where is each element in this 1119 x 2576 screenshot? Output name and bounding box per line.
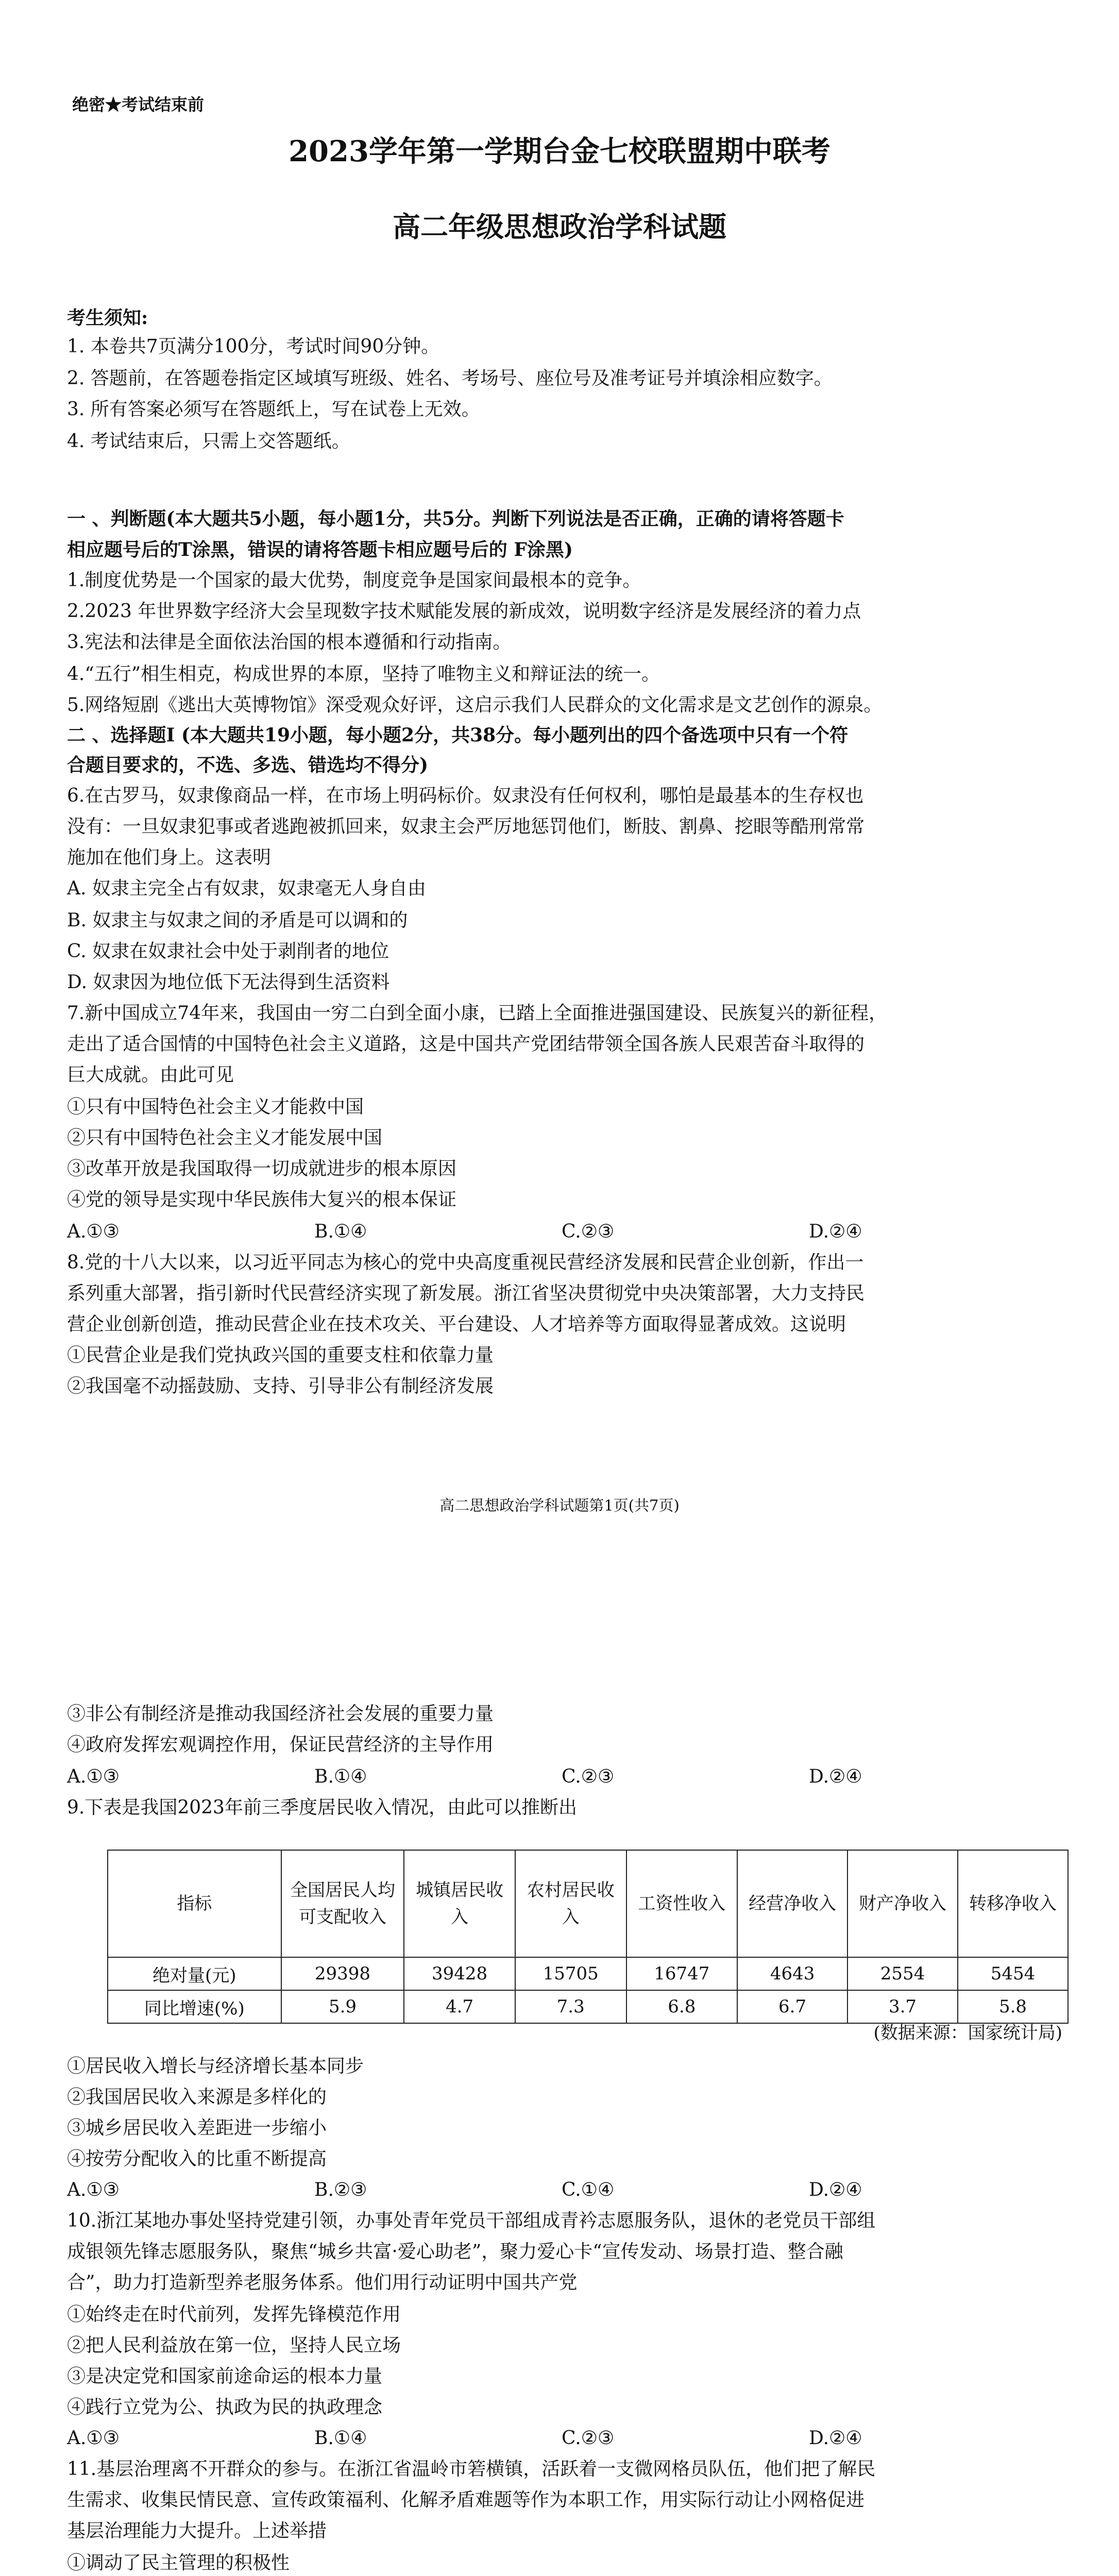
notice-item: 3. 所有答案必须写在答题纸上，写在试卷上无效。 xyxy=(67,399,480,420)
table-cell: 39428 xyxy=(404,1957,515,1990)
table-cell: 绝对量(元) xyxy=(108,1957,281,1990)
section2-heading: 合题目要求的，不选、多选、错选均不得分) xyxy=(67,754,429,776)
table-cell: 6.8 xyxy=(626,1990,738,2023)
table-header-cell: 财产净收入 xyxy=(847,1850,958,1957)
judgment-item: 3.宪法和法律是全面依法治国的根本遵循和行动指南。 xyxy=(67,632,512,653)
q6-stem: 没有：一旦奴隶犯事或者逃跑被抓回来，奴隶主会严厉地惩罚他们，断肢、割鼻、挖眼等酷刑常常 xyxy=(67,816,865,837)
q7-stem: 7.新中国成立74年来，我国由一穷二白到全面小康，已踏上全面推进强国建设、民族复兴的新征程， xyxy=(67,1003,888,1024)
notice-item: 1. 本卷共7页满分100分，考试时间90分钟。 xyxy=(67,336,440,357)
q11-stem: 生需求、收集民情民意、宣传政策福利、化解矛盾难题等作为本职工作，用实际行动让小网格促进 xyxy=(67,2489,865,2511)
q7-choices xyxy=(67,1220,1067,1244)
exam-page-2 xyxy=(0,1582,1119,2576)
choice-c: C.②③ xyxy=(562,1766,615,1787)
exam-title: 2023学年第一学期台金七校联盟期中联考 xyxy=(289,134,830,168)
q8-statement: ③非公有制经济是推动我国经济社会发展的重要力量 xyxy=(67,1703,494,1724)
q6-option: D. 奴隶因为地位低下无法得到生活资料 xyxy=(67,972,390,993)
secret-label: 绝密★考试结束前 xyxy=(72,95,205,114)
choice-a: A.①③ xyxy=(67,1221,120,1242)
section2-heading: 二 、选择题Ⅰ (本大题共19小题，每小题2分，共38分。每小题列出的四个备选项中只有一个符 xyxy=(67,724,849,746)
q7-stem: 巨大成就。由此可见 xyxy=(67,1064,234,1086)
table-cell: 16747 xyxy=(626,1957,738,1990)
q7-statement: ①只有中国特色社会主义才能救中国 xyxy=(67,1096,364,1117)
table-cell: 29398 xyxy=(281,1957,404,1990)
table-cell: 4643 xyxy=(737,1957,847,1990)
q10-stem: 10.浙江某地办事处坚持党建引领，办事处青年党员干部组成青衿志愿服务队，退休的老党员干部组 xyxy=(67,2210,876,2231)
table-cell: 5.9 xyxy=(281,1990,404,2023)
notice-heading: 考生须知: xyxy=(67,307,148,329)
q11-statement: ①调动了民主管理的积极性 xyxy=(67,2552,290,2573)
table-header-cell: 经营净收入 xyxy=(737,1850,847,1957)
table-source: (数据来源：国家统计局) xyxy=(873,2023,1062,2043)
table-cell: 4.7 xyxy=(404,1990,515,2023)
q11-stem: 基层治理能力大提升。上述举措 xyxy=(67,2520,327,2541)
choice-a: A.①③ xyxy=(67,1766,120,1787)
table-cell: 5.8 xyxy=(958,1990,1068,2023)
q10-statement: ③是决定党和国家前途命运的根本力量 xyxy=(67,2366,383,2387)
table-cell: 5454 xyxy=(958,1957,1068,1990)
choice-d: D.②④ xyxy=(809,2428,862,2449)
q10-statement: ②把人民利益放在第一位，坚持人民立场 xyxy=(67,2335,401,2356)
table-header-cell: 全国居民人均可支配收入 xyxy=(281,1850,404,1957)
table-header-cell: 转移净收入 xyxy=(958,1850,1068,1957)
table-cell: 2554 xyxy=(847,1957,958,1990)
table-header-row xyxy=(108,1850,1068,1957)
choice-c: C.②③ xyxy=(562,1221,615,1242)
q7-statement: ③改革开放是我国取得一切成就进步的根本原因 xyxy=(67,1158,457,1179)
table-cell: 3.7 xyxy=(847,1990,958,2023)
table-header-cell: 指标 xyxy=(108,1850,281,1957)
q6-option: A. 奴隶主完全占有奴隶，奴隶毫无人身自由 xyxy=(67,878,426,899)
q9-statement: ③城乡居民收入差距进一步缩小 xyxy=(67,2117,327,2139)
table-row xyxy=(108,1957,1068,1990)
choice-a: A.①③ xyxy=(67,2179,120,2200)
exam-subtitle: 高二年级思想政治学科试题 xyxy=(393,210,726,243)
q8-stem: 8.党的十八大以来，以习近平同志为核心的党中央高度重视民营经济发展和民营企业创新，作出一 xyxy=(67,1252,864,1273)
page-footer: 高二思想政治学科试题第1页(共7页) xyxy=(439,1497,680,1514)
notice-item: 4. 考试结束后，只需上交答题纸。 xyxy=(67,431,350,452)
choice-a: A.①③ xyxy=(67,2428,120,2449)
q10-statement: ①始终走在时代前列，发挥先锋模范作用 xyxy=(67,2304,401,2325)
table-cell: 7.3 xyxy=(515,1990,626,2023)
q10-stem: 合”，助力打造新型养老服务体系。他们用行动证明中国共产党 xyxy=(67,2272,578,2293)
q8-statement: ④政府发挥宏观调控作用，保证民营经济的主导作用 xyxy=(67,1734,494,1755)
q8-statement: ②我国毫不动摇鼓励、支持、引导非公有制经济发展 xyxy=(67,1376,494,1397)
q6-option: B. 奴隶主与奴隶之间的矛盾是可以调和的 xyxy=(67,910,408,931)
section1-heading: 一 、判断题(本大题共5小题，每小题1分，共5分。判断下列说法是否正确，正确的请将答题卡 xyxy=(67,508,844,530)
table-header-cell: 工资性收入 xyxy=(626,1850,738,1957)
choice-c: C.②③ xyxy=(562,2428,615,2449)
q8-choices xyxy=(67,1765,1067,1789)
q6-stem: 施加在他们身上。这表明 xyxy=(67,847,272,868)
income-table xyxy=(107,1850,1069,2024)
judgment-item: 5.网络短剧《逃出大英博物馆》深受观众好评，这启示我们人民群众的文化需求是文艺创作的源泉。 xyxy=(67,694,883,716)
q7-stem: 走出了适合国情的中国特色社会主义道路，这是中国共产党团结带领全国各族人民艰苦奋斗取得的 xyxy=(67,1033,865,1055)
choice-b: B.①④ xyxy=(314,1221,367,1242)
q9-stem: 9.下表是我国2023年前三季度居民收入情况，由此可以推断出 xyxy=(67,1797,577,1818)
choice-d: D.②④ xyxy=(809,2179,862,2200)
judgment-item: 1.制度优势是一个国家的最大优势，制度竞争是国家间最根本的竞争。 xyxy=(67,570,641,591)
choice-c: C.①④ xyxy=(562,2179,615,2200)
q8-stem: 营企业创新创造，推动民营企业在技术攻关、平台建设、人才培养等方面取得显著成效。这说明 xyxy=(67,1314,846,1335)
q8-stem: 系列重大部署，指引新时代民营经济实现了新发展。浙江省坚决贯彻党中央决策部署，大力支持民 xyxy=(67,1283,865,1304)
q11-stem: 11.基层治理离不开群众的参与。在浙江省温岭市箬横镇，活跃着一支微网格员队伍，他们把了解民 xyxy=(67,2459,876,2480)
q6-option: C. 奴隶在奴隶社会中处于剥削者的地位 xyxy=(67,941,389,962)
section1-heading: 相应题号后的T涂黑，错误的请将答题卡相应题号后的 F涂黑) xyxy=(67,539,573,561)
choice-b: B.①④ xyxy=(314,1766,367,1787)
judgment-item: 4.“五行”相生相克，构成世界的本原，坚持了唯物主义和辩证法的统一。 xyxy=(67,664,660,685)
q8-statement: ①民营企业是我们党执政兴国的重要支柱和依靠力量 xyxy=(67,1345,494,1366)
table-cell: 15705 xyxy=(515,1957,626,1990)
q9-statement: ②我国居民收入来源是多样化的 xyxy=(67,2087,327,2108)
notice-item: 2. 答题前，在答题卷指定区域填写班级、姓名、考场号、座位号及准考证号并填涂相应数字。 xyxy=(67,368,833,389)
q9-statement: ④按劳分配收入的比重不断提高 xyxy=(67,2148,327,2170)
table-cell: 6.7 xyxy=(737,1990,847,2023)
q7-statement: ②只有中国特色社会主义才能发展中国 xyxy=(67,1127,383,1148)
q10-statement: ④践行立党为公、执政为民的执政理念 xyxy=(67,2397,383,2418)
q7-statement: ④党的领导是实现中华民族伟大复兴的根本保证 xyxy=(67,1189,457,1210)
q6-stem: 6.在古罗马，奴隶像商品一样，在市场上明码标价。奴隶没有任何权利，哪怕是最基本的生存权也 xyxy=(67,785,864,806)
table-header-cell: 城镇居民收入 xyxy=(404,1850,515,1957)
judgment-item: 2.2023 年世界数字经济大会呈现数字技术赋能发展的新成效，说明数字经济是发展经济的着力点 xyxy=(67,601,861,622)
table-header-cell: 农村居民收入 xyxy=(515,1850,626,1957)
choice-b: B.②③ xyxy=(314,2179,367,2200)
choice-b: B.①④ xyxy=(314,2428,367,2449)
table-cell: 同比增速(%) xyxy=(108,1990,281,2023)
choice-d: D.②④ xyxy=(809,1221,862,1242)
q10-stem: 成银领先锋志愿服务队，聚焦“城乡共富·爱心助老”，聚力爱心卡“宣传发动、场景打造、整合融 xyxy=(67,2241,843,2262)
choice-d: D.②④ xyxy=(809,1766,862,1787)
q9-statement: ①居民收入增长与经济增长基本同步 xyxy=(67,2056,364,2077)
